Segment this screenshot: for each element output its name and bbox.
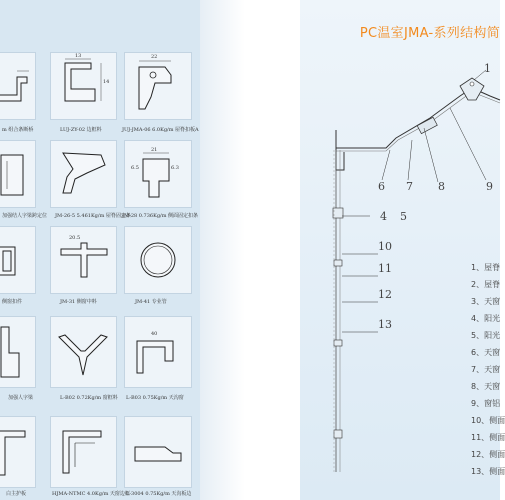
profile-cell-7 [0, 226, 36, 294]
profile-cell-12 [124, 316, 192, 388]
callout-number: 4 [380, 210, 387, 223]
profile-cell-14 [50, 416, 117, 488]
profile-cell-3 [124, 52, 192, 120]
legend-item: 9、窗铝 [471, 399, 501, 408]
profile-drawing [0, 417, 35, 487]
legend-item: 7、天窗 [471, 365, 501, 374]
profile-drawing [0, 141, 35, 207]
callout-number: 13 [378, 318, 392, 331]
profile-drawing [51, 227, 116, 293]
legend-item: 10、侧面 [471, 416, 505, 425]
profile-caption: 侧窗扣件 [2, 299, 23, 305]
callout-number: 5 [400, 210, 407, 223]
legend-item: 11、侧面 [471, 433, 505, 442]
profile-cell-2 [50, 52, 117, 120]
profile-drawing [0, 317, 35, 387]
profile-drawing [51, 141, 116, 207]
page-gutter [200, 0, 300, 500]
profile-caption: JUJ-JMA-06 6.0Kg/m 屋脊扣板A [122, 127, 199, 133]
profile-caption: 加强人字梁 [8, 395, 34, 401]
profile-caption: JM-26-5 5.461Kg/m 屋脊固定条 [55, 213, 131, 219]
dimension-label: 13 [75, 53, 82, 59]
profile-cell-15 [124, 416, 192, 488]
dimension-label: 40 [151, 331, 158, 337]
profile-cell-4 [0, 140, 36, 208]
profile-drawing [125, 417, 191, 487]
callout-number: 9 [486, 180, 493, 193]
legend-item: 12、侧面 [471, 450, 505, 459]
profile-drawing [51, 53, 116, 119]
callout-number: 7 [406, 180, 413, 193]
profile-caption: JM-28 0.736Kg/m 侧面固定扣条 [122, 213, 199, 219]
profile-drawing [51, 417, 116, 487]
profile-caption: L-B03 0.75Kg/m 天沟窗 [126, 395, 184, 401]
profile-caption: L-3004 0.75Kg/m 天沟板边 [126, 491, 192, 497]
legend-item: 4、阳光 [471, 314, 501, 323]
legend-item: 3、天窗 [471, 297, 501, 306]
legend-item: 6、天窗 [471, 348, 501, 357]
profile-drawing [125, 141, 191, 207]
profile-drawing [0, 57, 35, 117]
callout-number: 1 [484, 62, 491, 75]
profile-drawing [0, 227, 35, 293]
legend-item: 13、侧面 [471, 467, 505, 476]
profile-caption: 白主护板 [6, 491, 27, 497]
profile-drawing [125, 317, 191, 387]
profile-cell-9 [124, 226, 192, 294]
profile-caption: JM-31 侧窗中料 [60, 299, 97, 305]
callout-number: 8 [438, 180, 445, 193]
callout-number: 6 [378, 180, 385, 193]
callout-number: 12 [378, 288, 392, 301]
dimension-label: 21 [151, 147, 158, 153]
profile-drawing [51, 317, 116, 387]
dimension-label: 20.5 [69, 235, 81, 241]
structure-diagram-page [300, 0, 505, 500]
legend-item: 2、屋脊 [471, 280, 501, 289]
profile-drawing [125, 227, 191, 293]
legend-item: 1、屋脊 [471, 263, 501, 272]
legend-item: 5、阳光 [471, 331, 501, 340]
profile-cell-13 [0, 416, 36, 488]
page-title: PC温室JMA-系列结构简 [359, 26, 500, 41]
legend-item: 8、天窗 [471, 382, 501, 391]
profile-catalogue-page [0, 0, 200, 500]
profile-caption: LUJ-ZY-02 边框料 [60, 127, 102, 133]
profile-cell-10 [0, 316, 36, 388]
profile-cell-8 [50, 226, 117, 294]
dimension-label: 6.3 [171, 165, 179, 171]
callout-number: 11 [378, 262, 392, 275]
profile-caption: L-B02 0.72Kg/m 窗框料 [60, 395, 118, 401]
profile-cell-1 [0, 52, 36, 120]
greenhouse-section-diagram [300, 0, 500, 500]
profile-caption: JM-41 专业管 [135, 299, 167, 305]
dimension-label: 22 [151, 54, 158, 60]
profile-drawing [125, 53, 191, 119]
callout-number: 10 [378, 240, 392, 253]
profile-cell-11 [50, 316, 117, 388]
profile-caption: m 组合条断桥 [2, 127, 34, 133]
dimension-label: 6.5 [131, 165, 139, 171]
profile-cell-5 [50, 140, 117, 208]
dimension-label: 14 [103, 79, 110, 85]
profile-caption: 加强结人字梁跨定位 [2, 213, 48, 219]
profile-caption: HJMA-NTMC 4.0Kg/m 天窗边框 [52, 491, 130, 497]
profile-cell-6 [124, 140, 192, 208]
